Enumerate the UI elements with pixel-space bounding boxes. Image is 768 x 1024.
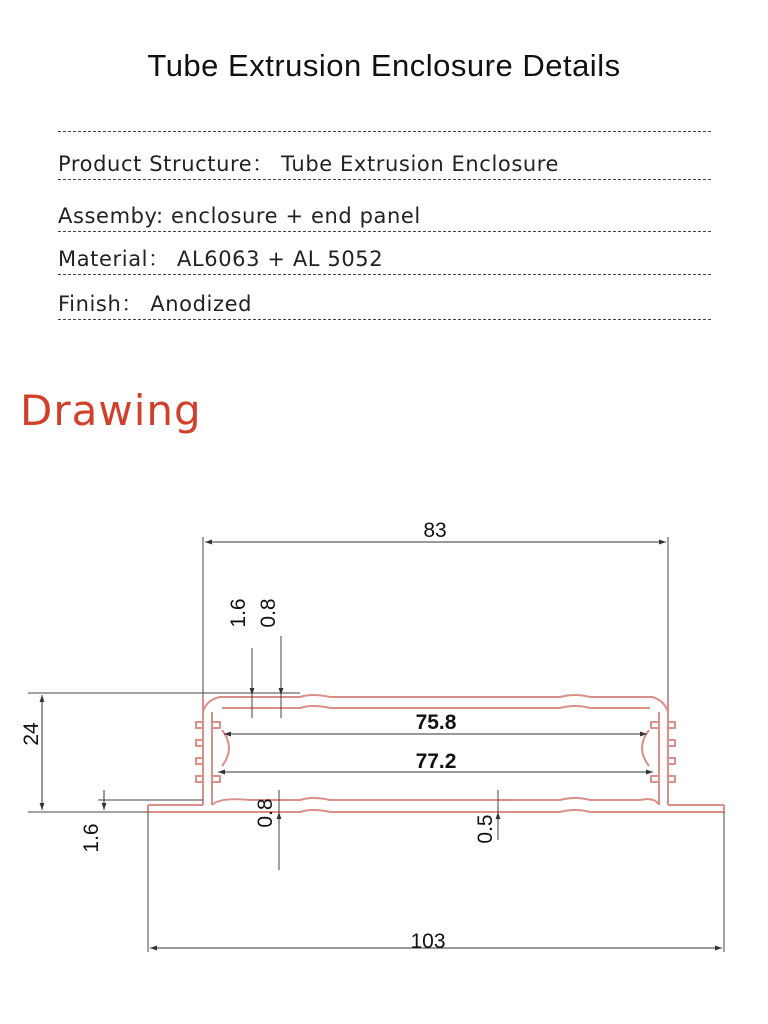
- dim-label-bottom-wall-inner: 0.8: [254, 798, 277, 828]
- dim-label-top-wall-inner: 0.8: [257, 598, 280, 628]
- dim-label-bottom-wall-thin: 0.5: [474, 814, 497, 844]
- dim-label-bottom-width: 103: [410, 930, 446, 953]
- dim-label-flange: 1.6: [80, 823, 103, 853]
- dimension-lines: [28, 537, 724, 952]
- page-title: Tube Extrusion Enclosure Details: [147, 48, 621, 83]
- dim-label-top-width: 83: [423, 519, 447, 542]
- spec-product-structure: Product Structure： Tube Extrusion Enclosure: [58, 150, 711, 180]
- dim-label-height: 24: [20, 722, 43, 746]
- profile-right-wall: [651, 712, 675, 805]
- spec-finish: Finish： Anodized: [58, 290, 711, 320]
- profile-top-outer: [203, 695, 668, 712]
- profile-left-groove: [222, 730, 229, 766]
- dim-label-top-wall: 1.6: [227, 598, 250, 628]
- spec-assembly: Assemby: enclosure + end panel: [58, 202, 711, 232]
- dim-label-inner-lower: 77.2: [415, 750, 457, 773]
- profile-bottom-outer: [148, 805, 724, 812]
- profile-top-inner: [222, 706, 650, 708]
- dimension-arrows: [42, 542, 722, 948]
- spec-material: Material： AL6063 + AL 5052: [58, 245, 711, 275]
- profile-left-wall: [196, 712, 220, 805]
- profile-right-groove: [642, 730, 649, 766]
- dim-label-inner-upper: 75.8: [415, 711, 457, 734]
- drawing-heading: Drawing: [20, 386, 202, 435]
